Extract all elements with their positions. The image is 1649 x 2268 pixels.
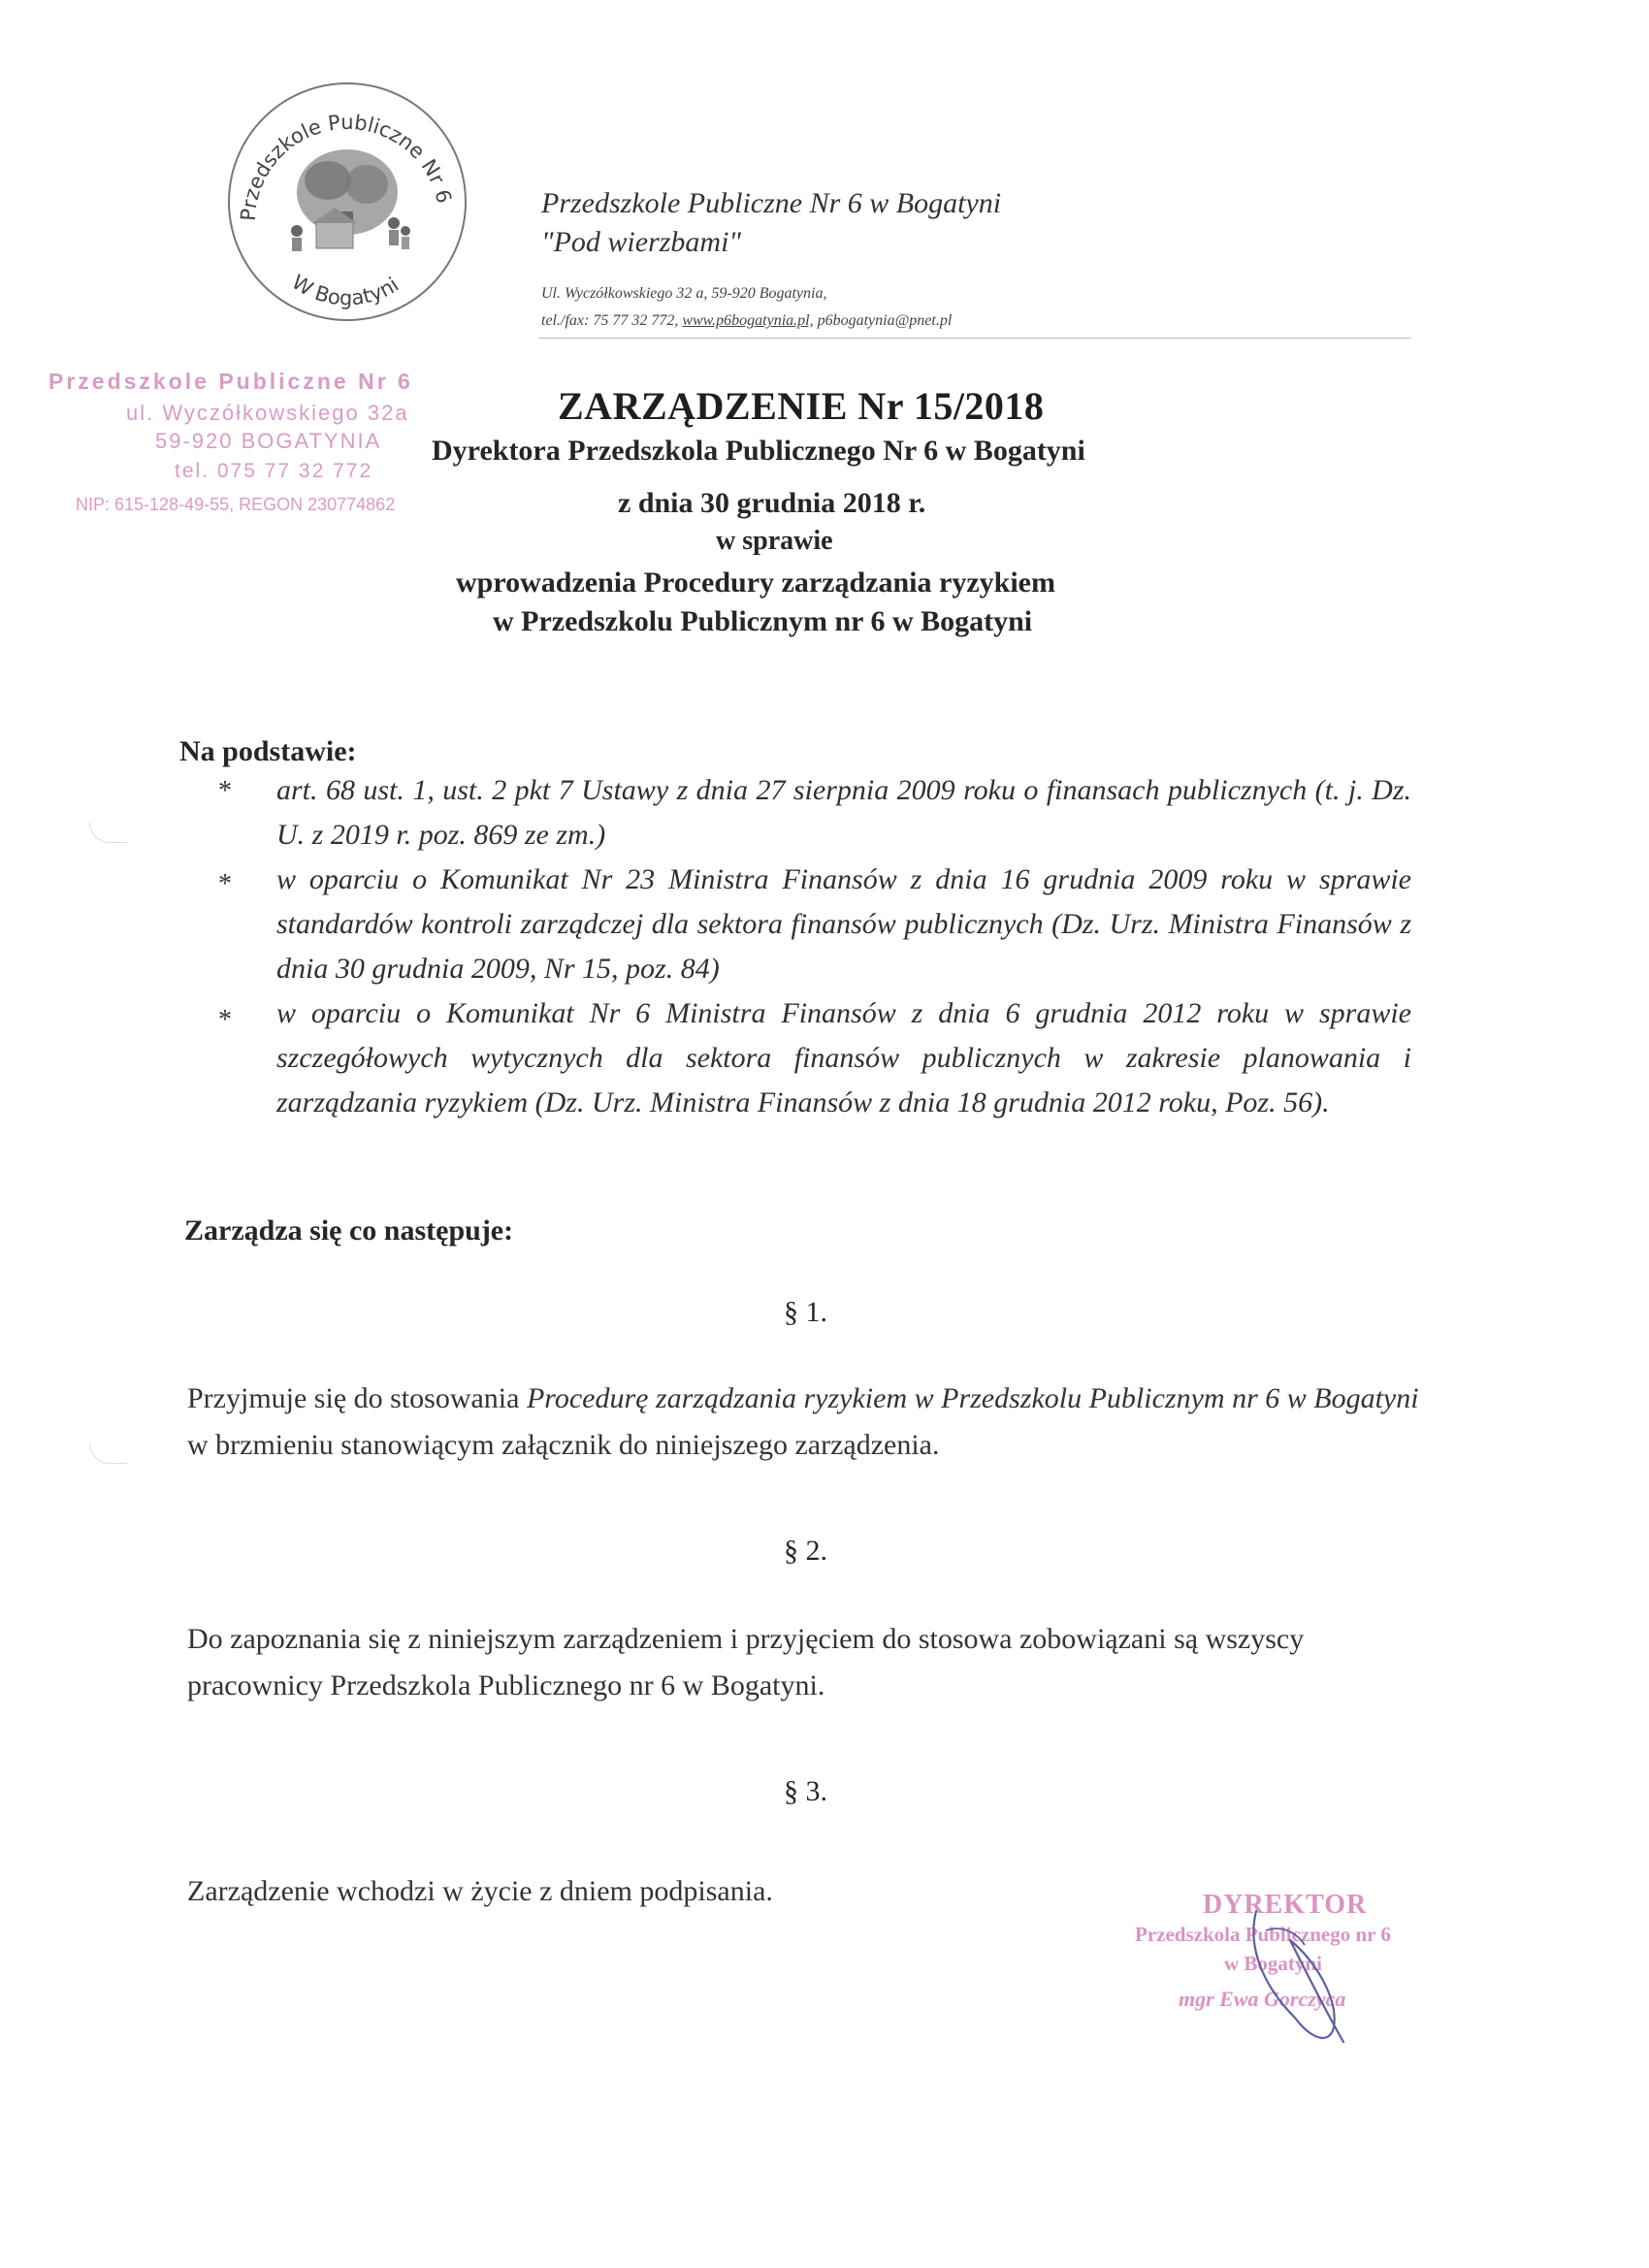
phone-number: tel./fax: 75 77 32 772, <box>541 312 679 329</box>
institution-address: Ul. Wyczółkowskiego 32 a, 59-920 Bogatynia, <box>541 285 827 302</box>
decree-subject-line-1: wprowadzenia Procedury zarządzania ryzykiem <box>456 567 1055 599</box>
decree-heading: Zarządza się co następuje: <box>184 1215 514 1247</box>
stamp-line-5: NIP: 615-128-49-55, REGON 230774862 <box>76 495 396 514</box>
decree-regarding: w sprawie <box>716 526 833 556</box>
section-1-text-after: w brzmieniu stanowiącym załącznik do niniejszego zarządzenia. <box>187 1429 940 1461</box>
scan-artifact <box>89 1443 127 1464</box>
website-link[interactable]: www.p6bogatynia.pl, <box>682 312 814 329</box>
basis-item: w oparciu o Komunikat Nr 6 Ministra Finansów z dnia 6 grudnia 2012 roku w sprawie szczegółowych wytycznych dla sektora finansów publicznych w zakresie planowania i zarządzania ryzykiem (Dz. Urz. Ministra Finansów z dnia 18 grudnia 2012 roku, Poz. 56). <box>276 997 1411 1118</box>
basis-item: w oparciu o Komunikat Nr 23 Ministra Finansów z dnia 16 grudnia 2009 roku w sprawie standardów kontroli zarządczej dla sektora finansów publicznych (Dz. Urz. Ministra Finansów z dnia 30 grudnia 2009, Nr 15, poz. 84) <box>276 863 1411 985</box>
stamp-line-4: tel. 075 77 32 772 <box>175 460 373 482</box>
section-1-text <box>187 1376 1429 1469</box>
bullet-star-icon: * <box>218 776 232 806</box>
stamp-line-1: Przedszkole Publiczne Nr 6 <box>48 369 413 394</box>
bullet-star-icon: * <box>218 1005 232 1035</box>
section-2-number: § 2. <box>784 1535 827 1567</box>
institution-subtitle: "Pod wierzbami" <box>541 226 742 258</box>
kindergarten-logo <box>221 76 473 328</box>
section-2-text: Do zapoznania się z niniejszym zarządzeniem i przyjęciem do stosowa zobowiązani są wszyscy pracownicy Przedszkola Publicznego nr 6 w Bogatyni. <box>187 1623 1305 1701</box>
header-divider <box>538 338 1411 339</box>
decree-title: ZARZĄDZENIE Nr 15/2018 <box>558 384 1045 428</box>
decree-date: z dnia 30 grudnia 2018 r. <box>618 487 926 519</box>
logo-ring-bottom-text: W Bogatyni <box>287 270 404 310</box>
decree-subject-line-2: w Przedszkolu Publicznym nr 6 w Bogatyni <box>493 605 1033 637</box>
basis-heading: Na podstawie: <box>179 735 357 767</box>
email-address[interactable]: p6bogatynia@pnet.pl <box>817 312 953 329</box>
section-3-text: Zarządzenie wchodzi w życie z dniem podpisania. <box>187 1875 773 1907</box>
basis-item: art. 68 ust. 1, ust. 2 pkt 7 Ustawy z dnia 27 sierpnia 2009 roku o finansach publicznych (t. j. Dz. U. z 2019 r. poz. 869 ze zm.) <box>276 774 1411 851</box>
decree-issuer: Dyrektora Przedszkola Publicznego Nr 6 w Bogatyni <box>432 435 1085 467</box>
section-3-number: § 3. <box>784 1775 827 1807</box>
signature-line-1: DYREKTOR <box>1203 1890 1368 1920</box>
scan-artifact <box>89 823 127 843</box>
handwritten-signature <box>1237 1901 1382 2057</box>
signature-line-3: w Bogatyni <box>1224 1952 1322 1975</box>
stamp-line-2: ul. Wyczółkowskiego 32a <box>126 401 409 425</box>
logo-ring-top-text: Przedszkole Publiczne Nr 6 <box>236 110 457 222</box>
institution-name: Przedszkole Publiczne Nr 6 w Bogatyni <box>541 187 1002 219</box>
institution-contact <box>541 310 952 332</box>
signature-line-2: Przedszkola Publicznego nr 6 <box>1135 1923 1391 1946</box>
stamp-line-3: 59-920 BOGATYNIA <box>155 429 382 453</box>
section-1-number: § 1. <box>784 1296 827 1328</box>
signature-line-4: mgr Ewa Gorczyca <box>1179 1987 1346 2011</box>
section-1-text-italic: Procedurę zarządzania ryzykiem w Przedszkolu Publicznym nr 6 w Bogatyni <box>526 1382 1419 1414</box>
svg-text:W Bogatyni <box>288 271 404 310</box>
bullet-star-icon: * <box>218 869 232 899</box>
section-1-text-before: Przyjmuje się do stosowania <box>187 1382 527 1414</box>
